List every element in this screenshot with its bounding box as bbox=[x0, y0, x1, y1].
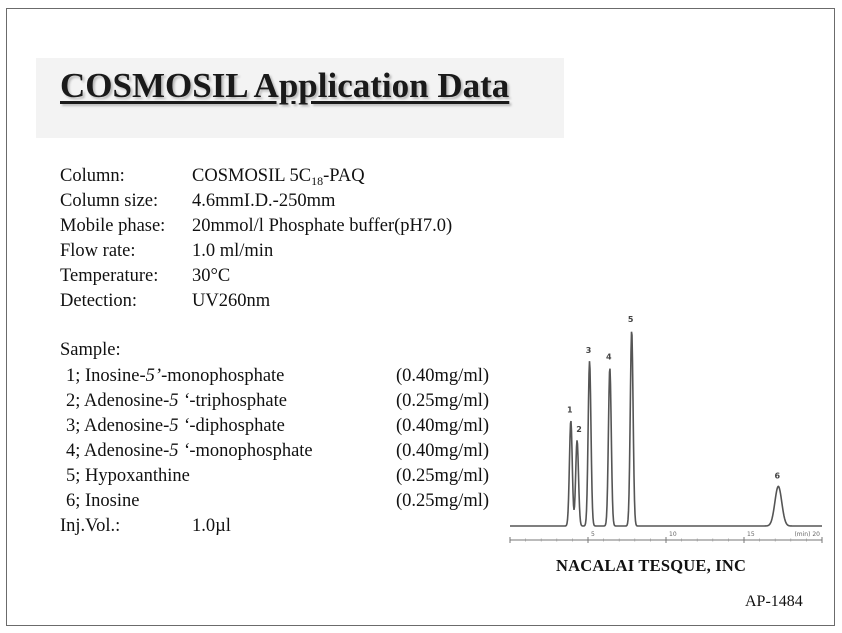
sample-concentration: (0.40mg/ml) bbox=[396, 441, 490, 461]
sample-item: 6; Inosine bbox=[66, 491, 140, 511]
sample-concentration: (0.25mg/ml) bbox=[396, 466, 490, 486]
condition-value: UV260nm bbox=[192, 291, 271, 311]
injection-label: Inj.Vol.: bbox=[60, 516, 121, 536]
condition-label: Flow rate: bbox=[60, 241, 136, 261]
x-tick-label-10: 10 bbox=[669, 531, 677, 538]
company-name: NACALAI TESQUE, INC bbox=[556, 556, 747, 575]
sample-concentration: (0.40mg/ml) bbox=[396, 416, 490, 436]
sample-concentration: (0.25mg/ml) bbox=[396, 491, 490, 511]
injection-value: 1.0µl bbox=[192, 516, 231, 536]
condition-value: 20mmol/l Phosphate buffer(pH7.0) bbox=[192, 216, 453, 236]
sample-item: 3; Adenosine-5 ‘-diphosphate bbox=[66, 416, 285, 436]
peak-label-3: 3 bbox=[585, 346, 592, 355]
peak-label-1: 1 bbox=[567, 405, 573, 415]
x-axis-label: (min) 20 bbox=[794, 531, 820, 538]
condition-column bbox=[60, 164, 365, 188]
condition-label: Column size: bbox=[60, 191, 159, 211]
chromatogram-trace bbox=[510, 332, 822, 526]
peak-label-5: 5 bbox=[627, 315, 634, 325]
sample-concentration: (0.25mg/ml) bbox=[396, 391, 490, 411]
condition-value: COSMOSIL $5C_{18}$-PAQ bbox=[192, 166, 365, 188]
condition-label: Detection: bbox=[60, 291, 138, 311]
sample-item: 1; Inosine-5’-monophosphate bbox=[66, 366, 285, 386]
condition-temperature bbox=[60, 264, 230, 288]
peak-label-4: 4 bbox=[606, 352, 612, 362]
x-tick-label-15: 15 bbox=[747, 531, 755, 538]
condition-label: Mobile phase: bbox=[60, 216, 166, 236]
condition-column-size bbox=[60, 189, 335, 213]
sample-item: 2; Adenosine-5 ‘-triphosphate bbox=[66, 391, 287, 411]
condition-label: Temperature: bbox=[60, 266, 159, 286]
page-title: COSMOSIL Application Data bbox=[60, 66, 510, 105]
injection-volume bbox=[60, 516, 231, 537]
condition-label: Column: bbox=[60, 166, 125, 186]
condition-detection bbox=[60, 289, 270, 313]
sample-heading: Sample: bbox=[60, 340, 121, 360]
chromatogram-chart bbox=[500, 290, 832, 555]
document-code: AP-1484 bbox=[745, 593, 803, 610]
x-tick-label-5: 5 bbox=[591, 531, 595, 538]
peak-label-6: 6 bbox=[774, 471, 781, 481]
sample-concentration: (0.40mg/ml) bbox=[396, 366, 490, 386]
sample-item: 5; Hypoxanthine bbox=[66, 466, 190, 486]
condition-flow-rate bbox=[60, 239, 273, 263]
condition-value: 1.0 ml/min bbox=[192, 241, 274, 261]
condition-value: 4.6mmI.D.-250mm bbox=[192, 191, 336, 211]
condition-value: 30°C bbox=[192, 266, 231, 286]
condition-mobile-phase bbox=[60, 214, 452, 238]
peak-label-2: 2 bbox=[576, 425, 582, 435]
sample-item: 4; Adenosine-5 ‘-monophosphate bbox=[66, 441, 313, 461]
